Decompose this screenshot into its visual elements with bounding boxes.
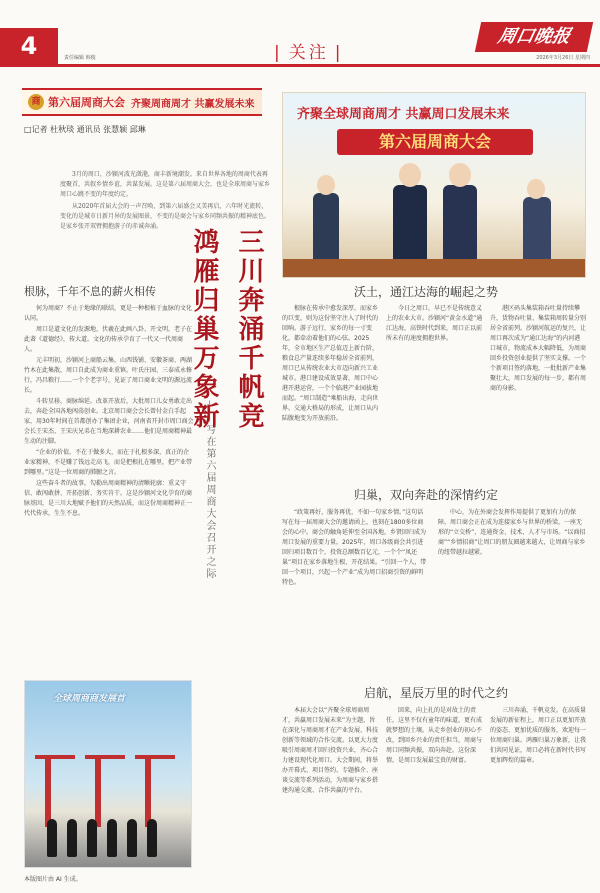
poster-title: 第六届周商大会: [337, 129, 533, 155]
section-2-col-1: [282, 508, 428, 588]
figure-head: [399, 163, 421, 187]
illustration-overlay-text: 全球周商商发展首: [53, 694, 126, 704]
section-3-col-3: [490, 706, 586, 766]
person-silhouette: [67, 819, 77, 857]
body-paragraph: 根脉在传承中愈发深厚，而家乡的巨变，则为这份坚守注入了时代的回响。游子远行，家乡的每一寸变化，都牵动着他们的心弦。2025年，全市地区生产总值迈上新台阶，粮食总产量连续多年稳居全省前列，周口已从传统农业大市迈向新兴工业城市。港口建设成效显著，周口中心港开港运营，一个个临港产业园拔地而起。“周口制造”乘船出海，走向世界。交通大格局的形成，让周口从内陆腹地变为开放前沿。: [282, 305, 379, 422]
section-1-col-1: [282, 304, 380, 424]
newspaper-logo: 周口晚报: [475, 22, 593, 52]
crane-arm-shape: [35, 755, 75, 759]
headline-line-1: 三川奔涌千帆竞: [234, 228, 264, 431]
body-paragraph: 这些奋斗者的故事，勾勒出周商精神的清晰轮廓：重义守信、敢闯敢拼、开拓创新、务实肯干。这是沙颍河文化孕育的商脉基因，是三川大地赋予他们的天然品质，而这份周商精神正一代代传承，生生不息。: [24, 480, 193, 517]
section-2-title: 归巢，双向奔赴的深情约定: [354, 488, 499, 502]
body-paragraph: 三川奔涌，千帆竞发。在高质量发展的新征程上，周口正以更加开放的姿态、更加优质的服务，欢迎每一位周商归巢。鸿雁归巢万象新，让我们共同见证，周口必将在新时代书写更加辉煌的篇章。: [490, 707, 587, 764]
event-banner: [22, 88, 262, 116]
headline-line-2: 鸿雁归巢万象新: [189, 228, 219, 431]
body-paragraph: 何为周商？不止于地缘的联结，更是一种根植于血脉的文化认同。: [24, 305, 193, 322]
headline-subtitle: ——写在第六届周商大会召开之际: [204, 400, 215, 580]
section-3-col-1: [282, 706, 380, 796]
body-paragraph: 本届大会以“齐聚全球周商周才，共赢周口发展未来”为主题，旨在深化与周商周才在产业发展、科技创新等领域的合作交流。以更大力度吸引周商周才回归投资兴业，齐心合力建设现代化周口。大会期间，将举办开幕式、项目签约、专题推介、座谈交流等系列活动，为周商与家乡搭建沟通交流、合作共赢的平台。: [282, 707, 379, 794]
header-rule: [0, 64, 600, 67]
lead-paragraphs: [60, 170, 270, 234]
section-1-col-3: [490, 304, 586, 394]
crane-arm-shape: [85, 755, 125, 759]
page-number: 4: [0, 28, 58, 64]
person-silhouette: [47, 819, 57, 857]
body-paragraph: 回来，向上扎的是对故土的责任，这里不仅有童年的味道，更有成就梦想的土壤。从走乡创业的初心不改，到回乡兴业的责任担当，周商与周口同频共振，双向奔赴。这份深情，是周口发展最宝贵的财富。: [386, 707, 483, 764]
crane-arm-shape: [135, 755, 175, 759]
page-header: [0, 0, 600, 64]
lead-paragraph: 3月的周口，沙颍河波光潋滟，商丰新境潮发。来自世界各地的周商代表再度聚首，共叙乡情乡谊，共谋发展。这是第六届周商大会，也是全球周商与家乡周口心跳不变的年度约定。: [60, 171, 271, 198]
crane-shape: [45, 757, 51, 827]
byline: □记者 杜秋琰 通讯员 张慧颖 邱琳: [24, 125, 146, 134]
person-silhouette: [127, 819, 137, 857]
figure-head: [527, 179, 545, 199]
section-2-col-2: [438, 508, 586, 558]
section-3-title: 启航，星辰万里的时代之约: [364, 686, 509, 700]
figure-head: [317, 175, 335, 195]
issue-date: 2026年3月26日 星期四: [536, 55, 590, 61]
port-illustration: [24, 680, 192, 868]
body-paragraph: “企业的价值，不在于做多大，而在于扎根多深，真正的企业家精神，不是赚了钱远走高飞，而是把根扎在哪里，把产业带到哪里。”这是一位周商的肺腑之言。: [24, 449, 193, 476]
left-section-title: 根脉，千年不息的薪火相传: [24, 285, 156, 298]
person-silhouette: [147, 819, 157, 857]
person-silhouette: [87, 819, 97, 857]
figure-head: [449, 163, 471, 187]
main-headline: [189, 228, 268, 431]
poster-slogan: 齐聚全球周商周才 共赢周口发展未来: [297, 107, 510, 122]
body-paragraph: 斗转星移，商脉绵延。改革开放后，大批周口儿女勇敢走出去，奔赴全国各地闯荡创业。北京周口商会会长曾付金白手起家，用30年时间在首都创办了集团企业，河南省开封市周口商会会长王宋杰、王宋庆兄弟在当地深耕农业……他们是周商精神最生动的注脚。: [24, 398, 194, 445]
body-paragraph: 元丰明初，沙颍河上商船云集，山西钱铺、安徽茶商、两湖竹木在此集散，周口自此成为商业重镇。叶氏庄园、三泰成永修行，冯昌粮行……一个个老字号，见证了周口商业文明的源远流长。: [24, 357, 193, 394]
table-shape: [283, 259, 586, 277]
left-section-body: [24, 304, 194, 520]
emblem-icon: 商: [28, 94, 44, 110]
banner-title: 第六届周商大会: [48, 96, 125, 109]
conference-poster: [282, 92, 586, 278]
section-3-col-2: [386, 706, 484, 766]
section-title: | 关注 |: [274, 43, 344, 63]
section-1-col-2: [386, 304, 484, 344]
edit-info: 责任编辑 韩俊: [64, 55, 96, 61]
crane-shape: [95, 757, 101, 827]
crane-shape: [145, 757, 151, 827]
body-paragraph: 港区码头集装箱吞吐量持续攀升，货物吞吐量、集装箱周转量分别居全省前列。沙颍河航运的复兴，让周口再次成为“通江达海”的内河港口城市，物流成本大幅降低，为周商回乡投资创业提供了坚实支撑。一个个新项目签约落地，一批批新产业集聚壮大，周口发展的每一步，都有周商的身影。: [490, 305, 587, 392]
body-paragraph: 今日之周口，早已不是传统意义上的农业大市。沙颍河“黄金水道”通江达海，高铁时代到来，周口正以前所未有的速度拥抱世界。: [386, 305, 483, 342]
image-caption: 本版图片由 AI 生成。: [24, 876, 82, 883]
person-silhouette: [107, 819, 117, 857]
body-paragraph: 中心，为在外商会发挥作用提供了更加有力的保障。周口商会正在成为连接家乡与世界的桥梁，一座无形的“立交桥”，连通资金、技术、人才与市场。“以商招商”“乡情招商”让周口的朋友圈越来越大，让周商与家乡的纽带越拉越紧。: [438, 509, 586, 556]
banner-slogan: 齐聚周商周才 共赢发展未来: [131, 98, 255, 110]
section-label: 关注: [288, 43, 329, 63]
lead-paragraph: 从2020年首届大会的一声召唤，到第六届盛会又美再启，六年时光流转，变化的是城市日新月异的发展图景，不变的是商会与家乡同频共振的精神底色。是家乡张开双臂拥抱游子的赤诚奔涌。: [60, 203, 271, 230]
body-paragraph: 周口是道文化的发源地，伏羲在此画八卦、开文明，老子在此著《道德经》，传大道。文化的传承孕育了一代又一代周商人。: [24, 326, 193, 353]
section-1-title: 沃土，通江达海的崛起之势: [354, 285, 499, 299]
body-paragraph: “政策再好，服务再优，不如一句家乡情。”这句话写在每一届周商大会的邀请函上，也刻在1800多位商会的心中。商会的触角延伸至全国各地，乡贤回归成为周口发展的重要力量。2025年，周口各级商会共引进回归项目数百个，投资总额数百亿元，一个个“凤还巢”项目在家乡落地生根、开花结果。“引回一个人，带回一个项目，兴起一个产业”成为周口招商引资的鲜明特色。: [282, 509, 427, 586]
